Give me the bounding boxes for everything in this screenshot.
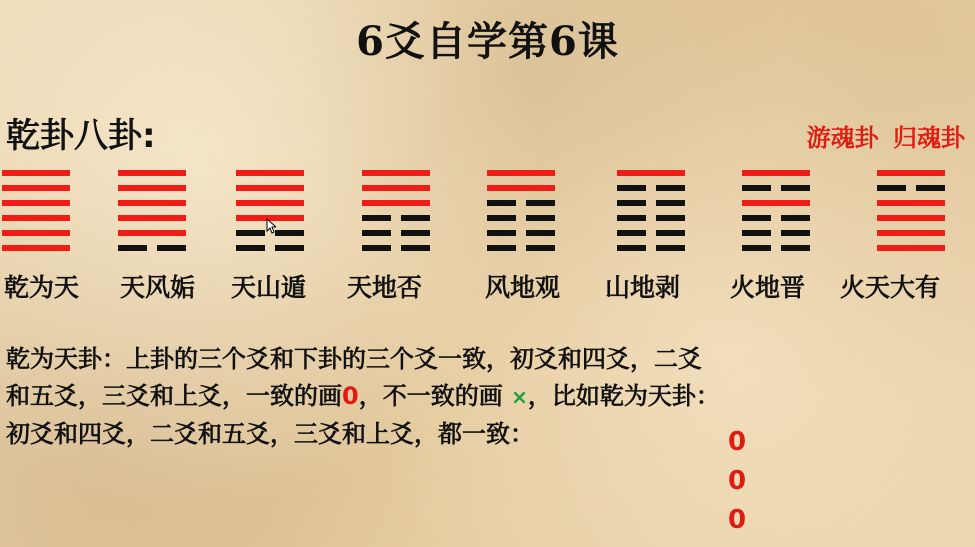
consistent-mark: 0 — [342, 382, 359, 410]
lesson-title: 6爻自学第6课 — [356, 18, 619, 65]
yang-line — [118, 170, 186, 176]
hexagram-label: 天地否 — [347, 273, 423, 302]
line-segment — [877, 215, 945, 221]
line-segment — [362, 230, 391, 236]
line-segment — [118, 245, 147, 251]
hexagram-label: 乾为天 — [4, 273, 80, 302]
line-segment — [2, 170, 70, 176]
yin-line — [118, 245, 186, 251]
yin-line — [742, 230, 810, 236]
line-segment — [526, 215, 555, 221]
line-segment — [742, 230, 771, 236]
line-segment — [526, 245, 555, 251]
yin-line — [236, 245, 304, 251]
hexagram — [236, 170, 304, 251]
yang-line — [877, 200, 945, 206]
yin-line — [487, 230, 555, 236]
line-segment — [118, 170, 186, 176]
line-segment — [916, 185, 945, 191]
explanation-line-2 — [6, 378, 971, 416]
hexagram-label: 天风姤 — [120, 273, 196, 302]
yang-line — [2, 170, 70, 176]
line-segment — [742, 245, 771, 251]
line-segment — [656, 230, 685, 236]
hexagram-label: 火地晋 — [730, 273, 806, 302]
result-zero-2: 0 — [728, 466, 747, 496]
line-segment — [526, 200, 555, 206]
yin-line — [362, 230, 430, 236]
line-segment — [118, 215, 186, 221]
line-segment — [236, 245, 265, 251]
line-segment — [362, 200, 430, 206]
line-segment — [781, 245, 810, 251]
line-segment — [118, 200, 186, 206]
hexagram — [487, 170, 555, 251]
line-segment — [617, 245, 646, 251]
line-segment — [742, 215, 771, 221]
explanation-paragraph — [6, 341, 971, 453]
explanation-text: ，不一致的画 — [358, 382, 503, 410]
line-segment — [877, 170, 945, 176]
yin-line — [742, 215, 810, 221]
line-segment — [656, 215, 685, 221]
yang-line — [2, 185, 70, 191]
mouse-cursor-icon — [266, 218, 276, 234]
yang-line — [362, 170, 430, 176]
yang-line — [236, 185, 304, 191]
line-segment — [362, 170, 430, 176]
hexagram — [118, 170, 186, 251]
line-segment — [781, 215, 810, 221]
yin-line — [742, 185, 810, 191]
hexagram-tags — [807, 118, 965, 153]
yang-line — [118, 215, 186, 221]
inconsistent-mark: × — [511, 385, 528, 409]
line-segment — [401, 245, 430, 251]
yang-line — [362, 185, 430, 191]
yin-line — [362, 245, 430, 251]
tag-youhun: 游魂卦 — [806, 124, 879, 152]
line-segment — [617, 215, 646, 221]
yin-line — [617, 245, 685, 251]
line-segment — [362, 185, 430, 191]
yang-line — [487, 185, 555, 191]
yang-line — [236, 170, 304, 176]
yang-line — [118, 200, 186, 206]
line-segment — [236, 230, 265, 236]
line-segment — [118, 230, 186, 236]
yang-line — [118, 230, 186, 236]
yin-line — [617, 215, 685, 221]
line-segment — [742, 185, 771, 191]
hexagram-label: 火天大有 — [840, 273, 941, 302]
tag-guihun: 归魂卦 — [893, 124, 965, 152]
line-segment — [157, 245, 186, 251]
line-segment — [118, 185, 186, 191]
line-segment — [2, 200, 70, 206]
yin-line — [487, 215, 555, 221]
yang-line — [2, 230, 70, 236]
yin-line — [362, 215, 430, 221]
line-segment — [236, 200, 304, 206]
line-segment — [742, 200, 810, 206]
line-segment — [656, 185, 685, 191]
explanation-text: 和五爻，三爻和上爻，一致的画 — [6, 382, 342, 410]
line-segment — [617, 230, 646, 236]
line-segment — [2, 245, 70, 251]
line-segment — [487, 185, 555, 191]
line-segment — [877, 200, 945, 206]
hexagram — [362, 170, 430, 251]
line-segment — [877, 185, 906, 191]
line-segment — [487, 170, 555, 176]
line-segment — [742, 170, 810, 176]
hexagram-label: 天山遁 — [231, 273, 307, 302]
yang-line — [487, 170, 555, 176]
result-zero-1: 0 — [728, 427, 747, 457]
hexagram — [742, 170, 810, 251]
explanation-text: ，比如乾为天卦： — [527, 382, 720, 410]
line-segment — [362, 215, 391, 221]
line-segment — [236, 170, 304, 176]
hexagram — [877, 170, 945, 251]
yin-line — [877, 185, 945, 191]
yang-line — [2, 245, 70, 251]
line-segment — [877, 245, 945, 251]
line-segment — [487, 200, 516, 206]
explanation-line-1: 乾为天卦：上卦的三个爻和下卦的三个爻一致，初爻和四爻，二爻 — [6, 345, 702, 373]
line-segment — [781, 185, 810, 191]
hexagram-label: 山地剥 — [605, 273, 681, 302]
line-segment — [275, 230, 304, 236]
line-segment — [877, 230, 945, 236]
yang-line — [2, 215, 70, 221]
yang-line — [877, 170, 945, 176]
line-segment — [487, 245, 516, 251]
yang-line — [877, 230, 945, 236]
line-segment — [656, 200, 685, 206]
yin-line — [617, 200, 685, 206]
line-segment — [487, 215, 516, 221]
yang-line — [742, 200, 810, 206]
yin-line — [617, 185, 685, 191]
hexagram — [2, 170, 70, 251]
yang-line — [236, 200, 304, 206]
explanation-line-3: 初爻和四爻，二爻和五爻，三爻和上爻，都一致： — [6, 420, 534, 448]
hexagram — [617, 170, 685, 251]
yin-line — [617, 230, 685, 236]
line-segment — [656, 245, 685, 251]
line-segment — [617, 170, 685, 176]
line-segment — [401, 215, 430, 221]
yin-line — [487, 245, 555, 251]
line-segment — [617, 200, 646, 206]
line-segment — [362, 245, 391, 251]
yang-line — [742, 170, 810, 176]
line-segment — [2, 215, 70, 221]
yang-line — [2, 200, 70, 206]
line-segment — [401, 230, 430, 236]
yin-line — [742, 245, 810, 251]
line-segment — [2, 230, 70, 236]
hexagram-label: 风地观 — [485, 273, 561, 302]
line-segment — [781, 230, 810, 236]
line-segment — [487, 230, 516, 236]
line-segment — [617, 185, 646, 191]
line-segment — [2, 185, 70, 191]
line-segment — [275, 245, 304, 251]
yang-line — [617, 170, 685, 176]
section-heading: 乾卦八卦: — [6, 116, 156, 156]
result-zero-3: 0 — [728, 505, 747, 535]
yang-line — [877, 245, 945, 251]
line-segment — [526, 230, 555, 236]
yang-line — [118, 185, 186, 191]
yang-line — [877, 215, 945, 221]
yin-line — [487, 200, 555, 206]
yang-line — [362, 200, 430, 206]
line-segment — [236, 185, 304, 191]
